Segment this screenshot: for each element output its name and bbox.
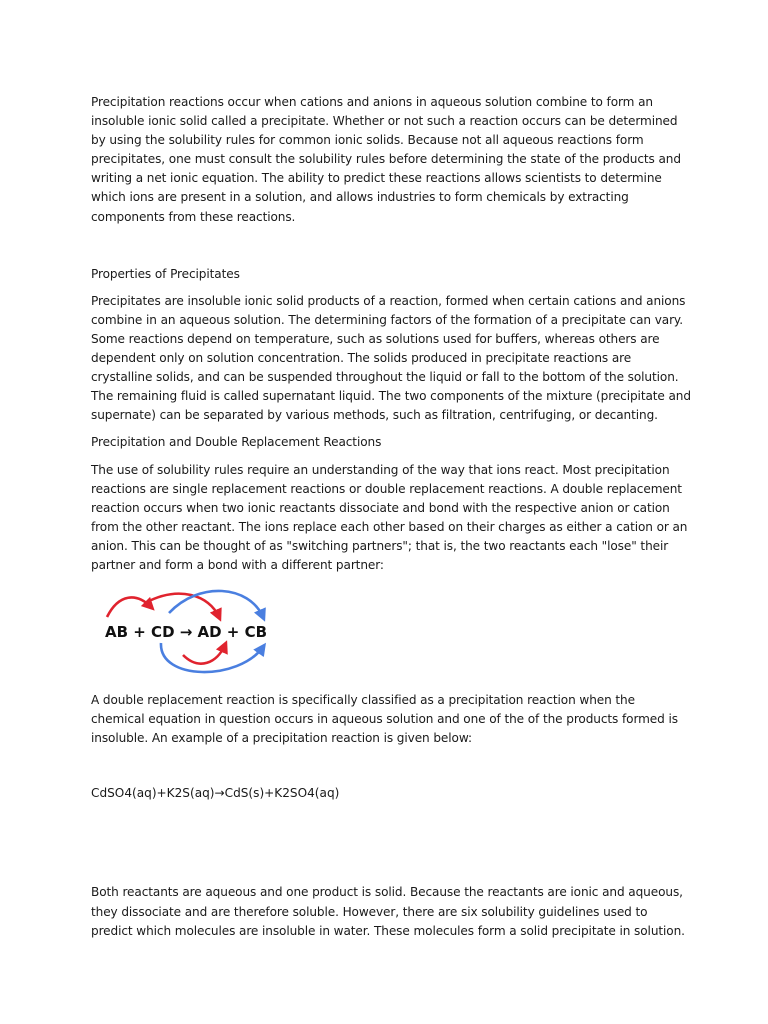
diagram-svg <box>99 585 279 685</box>
blue-arrow-bottom <box>161 643 263 672</box>
classification-paragraph: A double replacement reaction is specifically classified as a precipitation reaction when the chemical equation in question occurs in aqueous solution and one of the of the products formed is insoluble. An example of a precipitation reaction is given below: <box>91 693 678 746</box>
document-page <box>91 93 691 941</box>
intro-paragraph: Precipitation reactions occur when cations and anions in aqueous solution combine to form an insoluble ionic solid called a precipitate. Whether or not such a reaction occurs can be determined by using the solubility rules for common ionic solids. Because not all aqueous reactions form precipitates, one must consult the solubility rules before determining the state of the products and writing a net ionic equation. The ability to predict these reactions allows scientists to determine which ions are present in a solution, and allows industries to form chemicals by extracting components from these reactions. <box>91 95 681 224</box>
double-replacement-heading: Precipitation and Double Replacement Reactions <box>91 435 382 450</box>
conclusion-paragraph: Both reactants are aqueous and one product is solid. Because the reactants are ionic and aqueous, they dissociate and are therefore soluble. However, there are six solubility guidelines used to predict which molecules are insoluble in water. These molecules form a solid precipitate in solution. <box>91 885 685 938</box>
double-replacement-diagram <box>99 585 279 685</box>
properties-paragraph: Precipitates are insoluble ionic solid products of a reaction, formed when certain cations and anions combine in an aqueous solution. The determining factors of the formation of a precipitate can vary. Some reactions depend on temperature, such as solutions used for buffers, whereas others are dependent only on solution concentration. The solids produced in precipitate reactions are crystalline solids, and can be suspended throughout the liquid or fall to the bottom of the solution. The remaining fluid is called supernatant liquid. The two components of the mixture (precipitate and supernate) can be separated by various methods, such as filtration, centrifuging, or decanting. <box>91 293 691 423</box>
red-arrow-top-2 <box>145 594 219 617</box>
red-arrow-bottom <box>183 645 225 664</box>
diagram-equation: AB + CD → AD + CB <box>105 623 268 642</box>
red-arrow-top <box>107 598 151 617</box>
properties-heading: Properties of Precipitates <box>91 266 240 281</box>
example-equation: CdSO4(aq)+K2S(aq)→CdS(s)+K2SO4(aq) <box>91 786 340 801</box>
double-replacement-paragraph: The use of solubility rules require an understanding of the way that ions react. Most precipitation reactions are single replacement reactions or double replacement reactions. A double replacement reaction occurs when two ionic reactants dissociate and bond with the respective anion or cation from the other reactant. The ions replace each other based on their charges as either a cation or an anion. This can be thought of as "switching partners"; that is, the two reactants each "lose" their partner and form a bond with a different partner: <box>91 462 688 572</box>
